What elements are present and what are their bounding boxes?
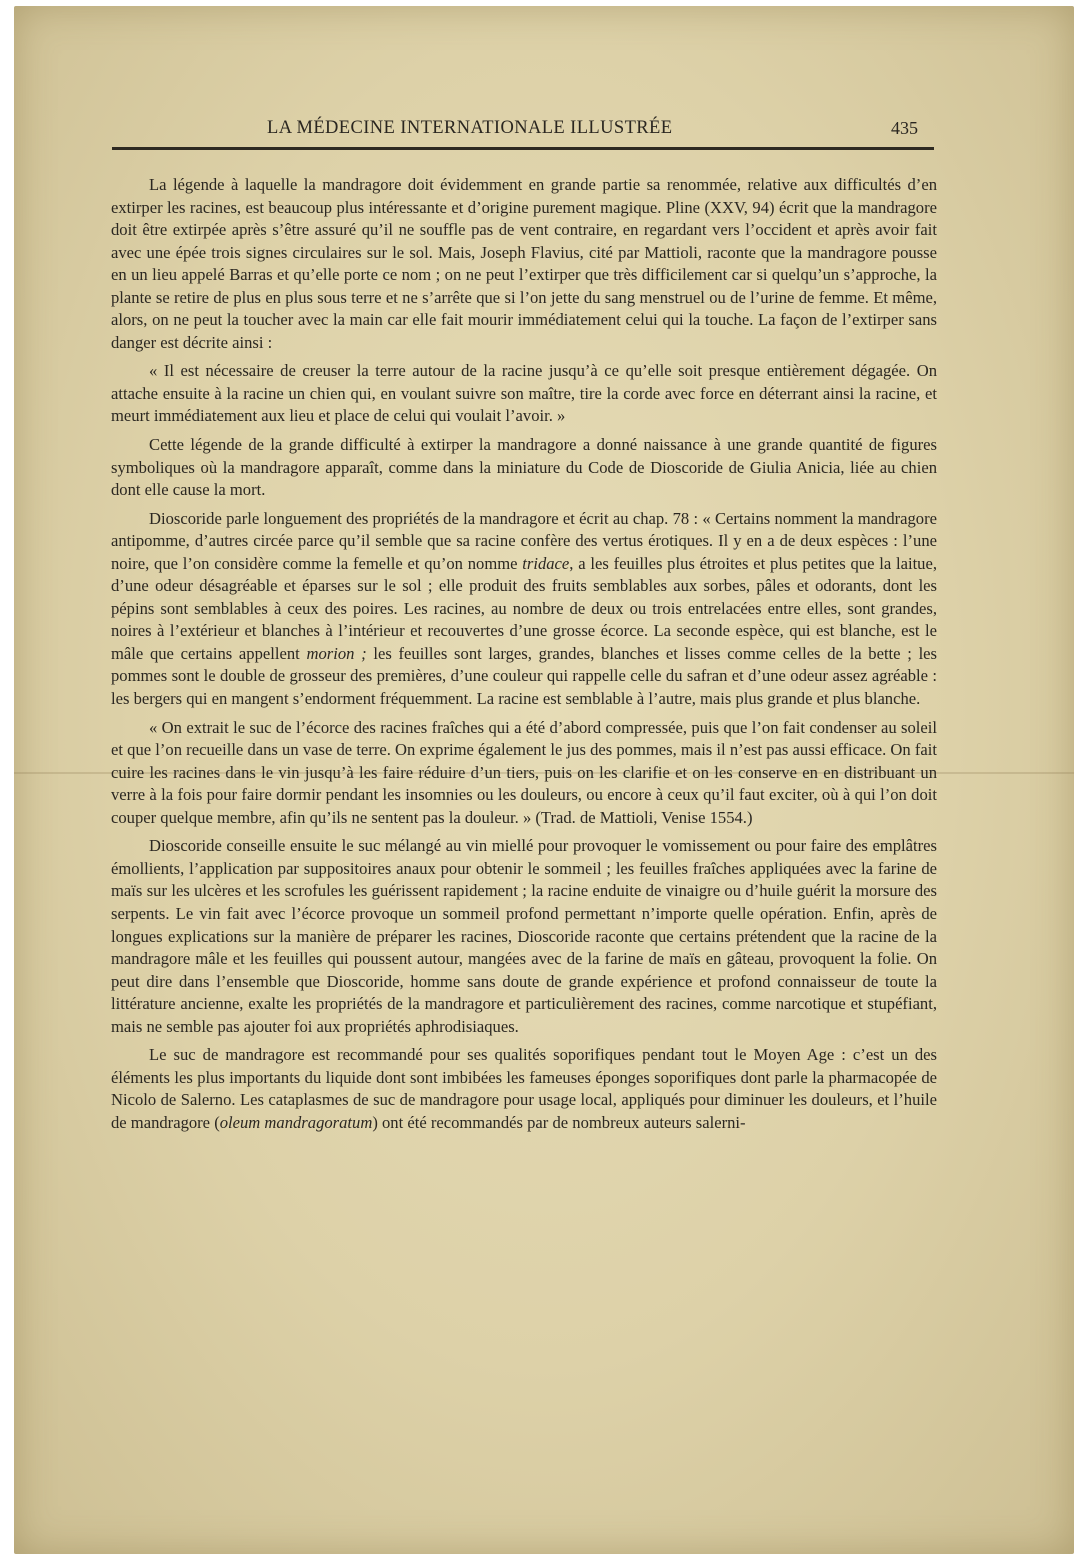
running-title: LA MÉDECINE INTERNATIONALE ILLUSTRÉE <box>267 118 673 138</box>
paragraph-quote-suc <box>111 717 937 830</box>
paragraph-text: Le suc de mandragore est recommandé pour ses qualités soporifiques pendant tout le Moyen Age : c’est un des éléments les plus importants du liquide dont sont imbibées les fameuses éponges soporifiques dont parle la pharmacopée de Nicolo de Salerno. Les cataplasmes de suc de mandragore pour usage local, appliqués pour diminuer les douleurs, et l’huile de mandragore ( <box>111 1045 937 1132</box>
paragraph-legend <box>111 174 937 354</box>
article-body <box>111 174 937 1414</box>
italic-term-oleum: oleum mandragoratum <box>219 1112 373 1132</box>
paragraph-text: Dioscoride conseille ensuite le suc mélangé au vin miellé pour provoquer le vomissement ou pour faire des emplâtres émollients, l’application par suppositoires anaux pour obtenir le sommeil ; les feuilles fraîches appliquées avec la farine de maïs sur les ulcères et les scrofules les guérissent rapidement ; la racine enduite de vinaigre ou d’huile guérit la morsure des serpents. Le vin fait avec l’écorce provoque un sommeil profond permettant n’importe quelle opération. Enfin, après de longues explications sur la manière de préparer les racines, Dioscoride raconte que certains prétendent que la racine de la mandragore mâle et les feuilles qui poussent autour, mangées avec de la farine de maïs en gâteau, provoquent la folie. On peut dire dans l’ensemble que Dioscoride, homme sans doute de grande expérience et profond connaisseur de toute la littérature ancienne, exalte les propriétés de la mandragore et particulièrement des racines, comme narcotique et stupéfiant, mais ne semble pas ajouter foi aux propriétés aphrodisiaques. <box>111 836 937 1036</box>
paragraph-text: La légende à laquelle la mandragore doit évidemment en grande partie sa renommée, relative aux difficultés d’en extirper les racines, est beaucoup plus intéressante et d’origine purement magique. Pline (XXV, 94) écrit que la mandragore doit être extirpée après s’être assuré qu’il ne souffle pas de vent contraire, en regardant vers l’occident et après avoir fait avec une épée trois signes circulaires sur le sol. Mais, Joseph Flavius, cité par Mattioli, raconte que la mandragore pousse en un lieu appelé Barras et qu’elle porte ce nom ; on ne peut l’extirper que très difficilement car si quelqu’un s’approche, la plante se retire de plus en plus sous terre et ne s’arrête que si l’on jette du sang menstruel ou de l’urine de femme. Et même, alors, on ne peut la toucher avec la main car elle fait mourir immédiatement celui qui la touche. La façon de l’extirper sans danger est décrite ainsi : <box>111 175 937 352</box>
paragraph-text: ) ont été recommandés par de nombreux auteurs salerni- <box>372 1112 746 1132</box>
paragraph-text: Dioscoride parle longuement des propriétés de la mandragore et écrit au chap. 78 : « Certains nomment la mandragore antipomme, d’autres circée parce qu’il semble que sa racine confère des vertus érotiques. Il y en a de deux espèces : l’une noire, que l’on considère comme la femelle et qu’on nomme <box>111 508 937 573</box>
paragraph-text: « Il est nécessaire de creuser la terre autour de la racine jusqu’à ce qu’elle soit presque entièrement dégagée. On attache ensuite à la racine un chien qui, en voulant suivre son maître, tire la corde avec force en déterrant ainsi la racine, et meurt immédiatement aux lieu et place de celui qui voulait l’avoir. » <box>111 361 937 426</box>
italic-term-tridace: tridace <box>522 553 570 573</box>
italic-term-morion: morion ; <box>306 643 367 663</box>
paragraph-moyen-age <box>111 1044 937 1134</box>
paragraph-text: Cette légende de la grande difficulté à extirper la mandragore a donné naissance à une grande quantité de figures symboliques où la mandragore apparaît, comme dans la miniature du Code de Dioscoride de Giulia Anicia, liée au chien dont elle cause la mort. <box>111 435 937 500</box>
header-rule <box>112 147 934 150</box>
paragraph-dioscoride-properties <box>111 508 937 711</box>
paragraph-dioscoride-conseille <box>111 835 937 1038</box>
paragraph-symbolic-figures <box>111 434 937 502</box>
paragraph-quote-extraction <box>111 360 937 428</box>
page-number: 435 <box>891 118 918 138</box>
paragraph-text: les feuilles sont larges, grandes, blanches et lisses comme celles de la bette ; les pommes sont le double de grosseur des premières, d’une couleur qui rappelle celle du safran et d’une odeur assez agréable : les bergers qui en mangent s’endorment fréquemment. La racine est semblable à l’autre, mais plus grande et plus blanche. <box>111 643 937 709</box>
paragraph-text: , a les feuilles plus étroites et plus petites que la laitue, d’une odeur désagréable et éparses sur le sol ; elle produit des fruits semblables aux sorbes, pâles et odorants, dont les pépins sont semblables à ceux des poires. Les racines, au nombre de deux ou trois entrelacées entre elles, sont grandes, noires à l’extérieur et blanches à l’intérieur et recouvertes d’une grosse écorce. La seconde espèce, qui est blanche, est le mâle que certains appellent <box>111 553 937 663</box>
page-header <box>112 114 938 148</box>
paragraph-text: « On extrait le suc de l’écorce des racines fraîches qui a été d’abord compressée, puis que l’on fait condenser au soleil et que l’on recueille dans un vase de terre. On exprime également le jus des pommes, mais il n’est pas aussi efficace. On fait cuire les racines dans le vin jusqu’à les faire réduire d’un tiers, puis on les clarifie et on les conserve en en distribuant un verre à la fois pour faire dormir pendant les insomnies ou les douleurs, ou encore à ceux qu’il faut exciter, où à qui l’on doit couper quelque membre, afin qu’ils ne sentent pas la douleur. » (Trad. de Mattioli, Venise 1554.) <box>111 717 937 827</box>
